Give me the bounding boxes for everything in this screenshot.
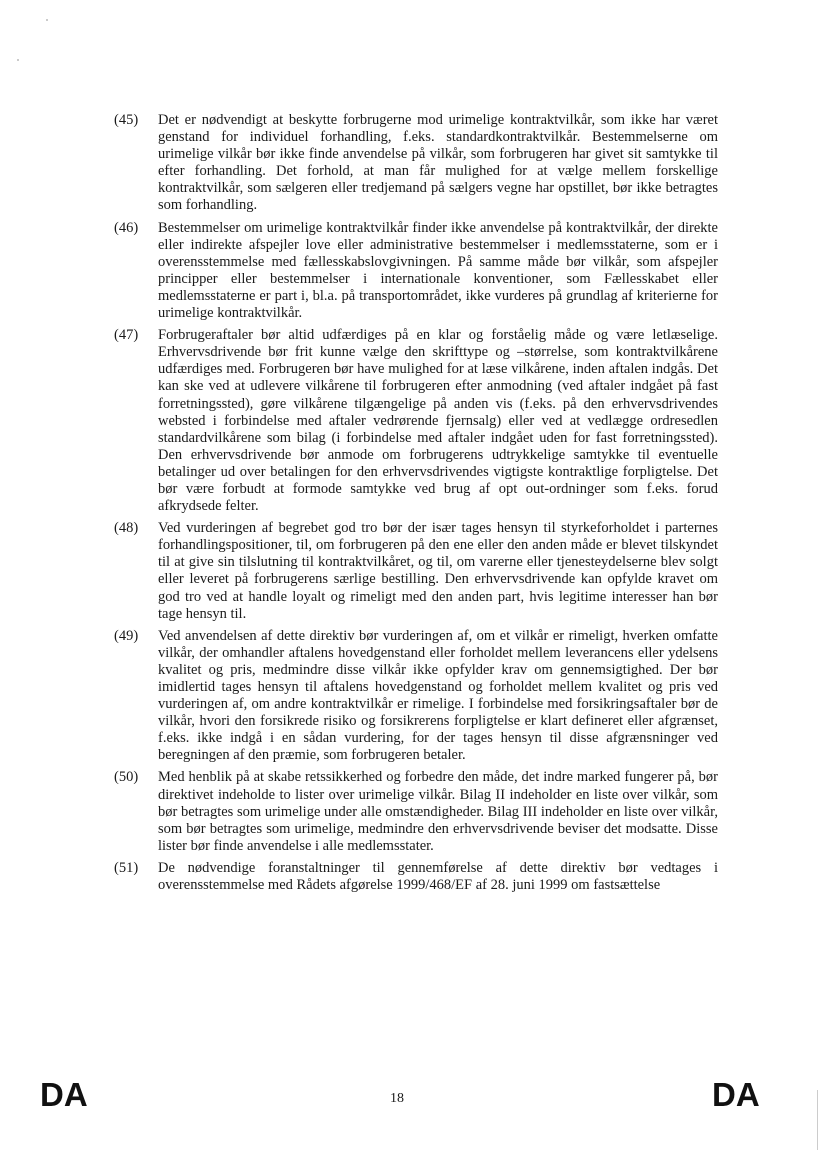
recital-text: Bestemmelser om urimelige kontraktvilkår finder ikke anvendelse på kontraktvilkår, der direkte eller indirekte afspejler love eller administrative bestemmelser i medlemsstaterne, som er i overensstemmelse med fællesskabslovgivningen. På samme måde bør vilkår, som afspejler principper eller bestemmelser i internationale konventioner, som Fællesskabet eller medlemsstaterne er part i, bl.a. på transportområdet, ikke vurderes på grundlag af kriterierne for urimelige kontraktvilkår. xyxy=(158,219,718,322)
recital-number: (45) xyxy=(114,112,139,128)
recitals-list xyxy=(108,112,718,899)
recital-45 xyxy=(108,112,718,215)
recital-49 xyxy=(108,628,718,765)
recital-46 xyxy=(108,220,718,323)
recital-text: Ved vurderingen af begrebet god tro bør der især tages hensyn til styrkeforholdet i parternes forhandlingspositioner, til, om forbrugeren på den ene eller den anden måde er blevet tilskyndet til at give sin tilslutning til kontraktvilkåret, og til, om varerne eller tjenesteydelserne blev solgt eller leveret på forbrugerens særlige bestilling. Den erhvervsdrivende kan opfylde kravet om god tro ved at handle loyalt og rimeligt med den anden part, hvis legitime interesser han bør tage hensyn til. xyxy=(158,520,718,622)
recital-47 xyxy=(108,327,718,515)
language-code-right: DA xyxy=(712,1076,760,1113)
recital-number: (50) xyxy=(114,769,139,786)
recital-50 xyxy=(108,769,718,854)
scan-speck xyxy=(17,59,19,61)
recital-number: (49) xyxy=(114,627,139,644)
recital-text: Med henblik på at skabe retssikkerhed og forbedre den måde, det indre marked fungerer på, bør direktivet indeholde to lister over urimelige vilkår. Bilag II indeholder en liste over vilkår, som bør betragtes som urimelige under alle omstændigheder. Bilag III indeholder en liste over vilkår, som bør betragtes som urimelige, medmindre den erhvervsdrivende beviser det modsatte. Disse lister bør finde anvendelse i alle medlemsstater. xyxy=(158,769,718,854)
recital-number: (47) xyxy=(114,327,139,344)
recital-number: (46) xyxy=(114,219,139,236)
recital-text: De nødvendige foranstaltninger til gennemførelse af dette direktiv bør vedtages i overensstemmelse med Rådets afgørelse 1999/468/EF af 28. juni 1999 om fastsættelse xyxy=(158,859,718,894)
recital-text: Det er nødvendigt at beskytte forbrugerne mod urimelige kontraktvilkår, som ikke har været genstand for individuel forhandling, f.eks. standardkontraktvilkår. Bestemmelserne om urimelige vilkår bør ikke finde anvendelse på vilkår, som forbrugeren har givet sit samtykke til efter forhandling. Det forhold, at man får mulighed for at vælge mellem forskellige kontraktvilkår, som sælgeren eller tredjemand på sælgers vegne har opstillet, bør ikke betragtes som forhandling. xyxy=(158,112,718,214)
recital-text: Forbrugeraftaler bør altid udfærdiges på en klar og forståelig måde og være letlæselige. Erhvervsdrivende bør frit kunne vælge den skrifttype og –størrelse, som kontraktvilkårene udfærdiges med. Forbrugeren bør have mulighed for at læse vilkårene, inden aftalen indgås. Det kan ske ved at udlevere vilkårene til forbrugeren efter anmodning (ved aftaler indgået på fast forretningssted), gøre vilkårene tilgængelige på anden vis (f.eks. på den erhvervsdrivendes websted i forbindelse med aftaler vedrørende fjernsalg) eller ved at vedlægge ordresedlen standardvilkårene som bilag (i forbindelse med aftaler indgået uden for fast forretningssted). Den erhvervsdrivende bør anmode om forbrugerens udtrykkelige samtykke til eventuelle betalinger ud over betalingen for den erhvervsdrivendes vigtigste kontraktlige forpligtelse. Det bør være forbudt at formode samtykke ved brug af opt out-ordninger som f.eks. forud afkrydsede felter. xyxy=(158,327,718,515)
recital-48 xyxy=(108,520,718,623)
recital-number: (51) xyxy=(114,859,139,876)
recital-51 xyxy=(108,860,718,894)
scan-speck xyxy=(46,19,48,21)
recital-number: (48) xyxy=(114,520,139,537)
language-code-left: DA xyxy=(40,1076,88,1113)
page-number: 18 xyxy=(390,1091,404,1106)
scan-edge-line xyxy=(817,1090,818,1150)
recital-text: Ved anvendelsen af dette direktiv bør vurderingen af, om et vilkår er rimeligt, hverken omfatte vilkår, der omhandler aftalens hovedgenstand eller forholdet mellem leverancens eller ydelsens kvalitet og pris, medmindre disse vilkår ikke opfylder krav om gennemsigtighed. Der bør imidlertid tages hensyn til aftalens hovedgenstand og forholdet mellem kvalitet og pris ved vurderingen af, om andre kontraktvilkår er rimelige. I forbindelse med forsikringsaftaler bør de vilkår, hvori den forsikrede risiko og forsikrerens forpligtelse er klart defineret eller afgrænset, f.eks. ikke indgå i en sådan vurdering, for der tages hensyn til disse afgrænsninger ved beregningen af den præmie, som forbrugeren betaler. xyxy=(158,627,718,764)
